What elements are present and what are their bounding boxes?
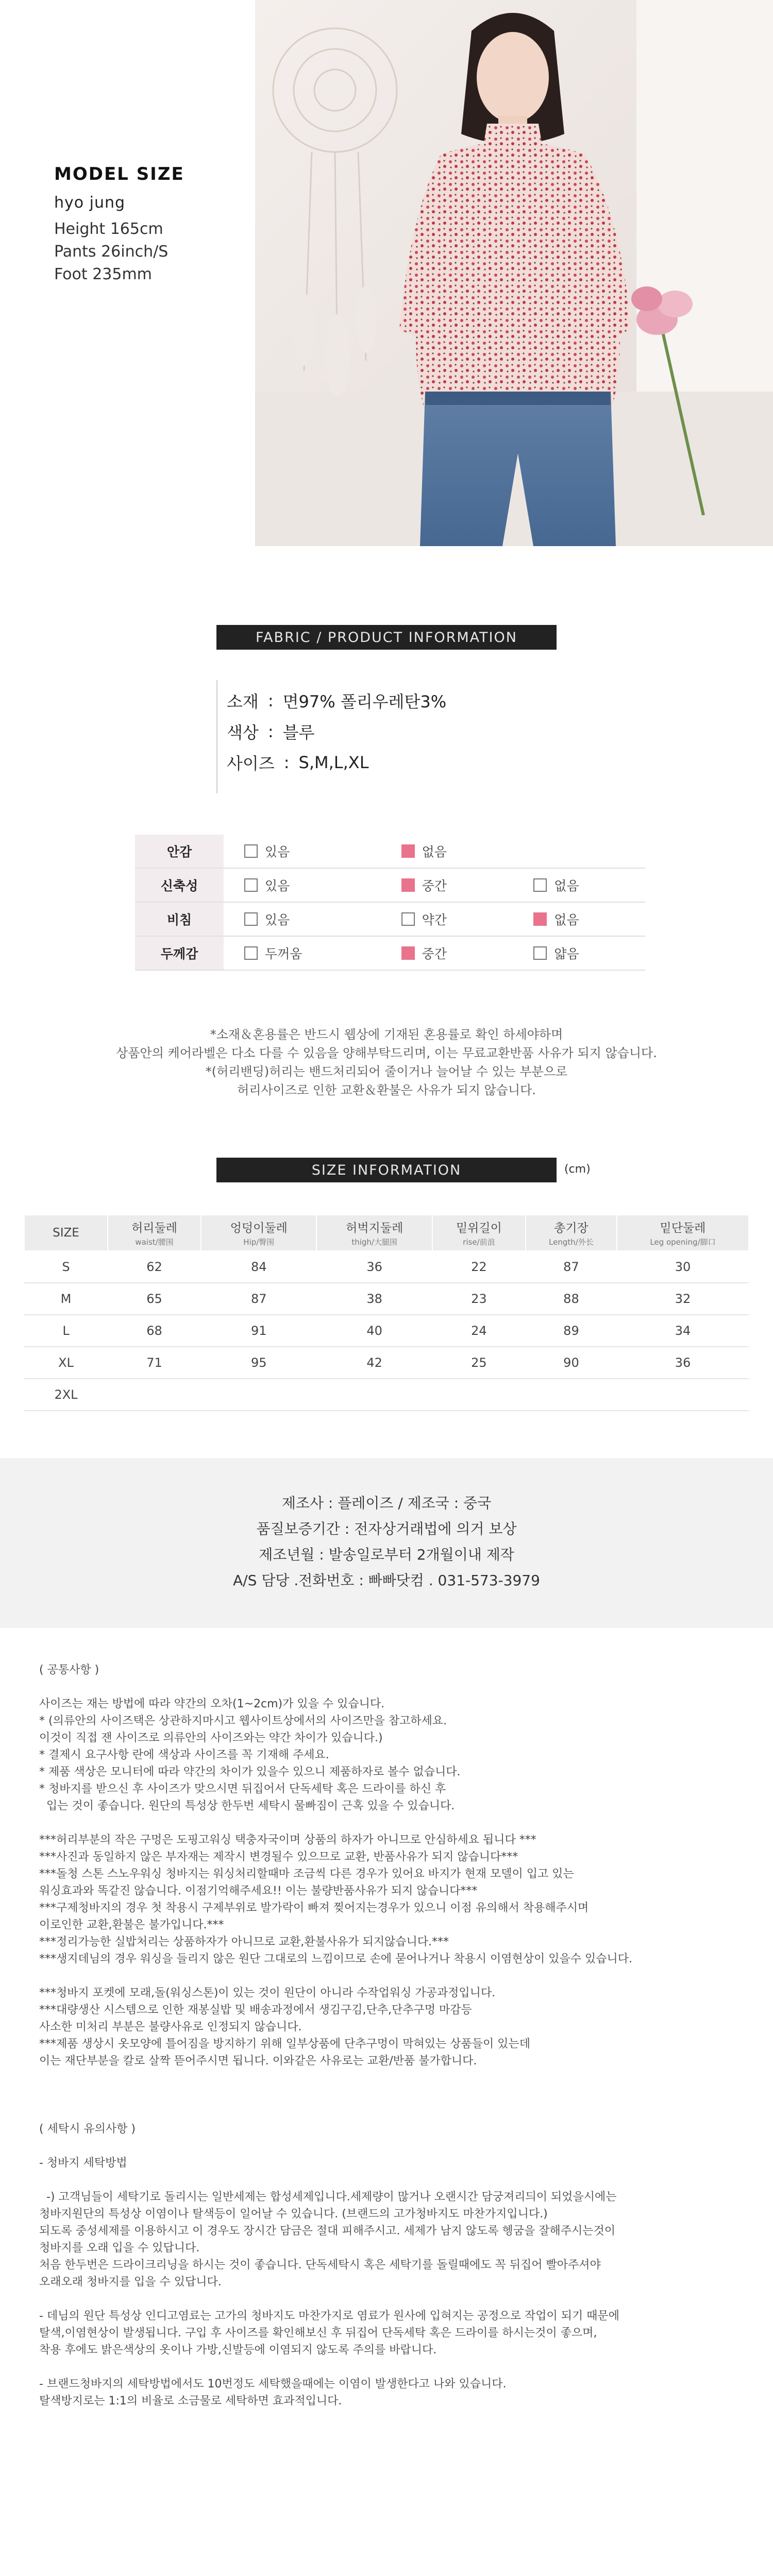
note-line xyxy=(39,2070,750,2087)
size-value-cell: 91 xyxy=(201,1315,316,1347)
maker-line: 제조년월 : 발송일로부터 2개월이내 제작 xyxy=(259,1546,514,1563)
note-line: * 결제시 요구사항 란에 색상과 사이즈를 꼭 기재해 주세요. xyxy=(39,1749,329,1761)
size-value-cell: 36 xyxy=(617,1347,749,1379)
fabric-row-material xyxy=(227,685,587,716)
property-cell xyxy=(513,936,645,970)
size-value-cell: 25 xyxy=(432,1347,526,1379)
property-option-label: 있음 xyxy=(265,844,290,859)
size-row xyxy=(24,1283,749,1315)
property-label: 신축성 xyxy=(135,868,224,902)
fabric-colon: : xyxy=(283,753,290,772)
note-line: ***허리부분의 작은 구멍은 도핑고워싱 택충자국이며 상품의 하자가 아니므로 안심하세요 됩니다 *** xyxy=(39,1834,536,1846)
property-cell xyxy=(381,902,513,936)
size-table xyxy=(24,1214,749,1411)
model-name: hyo jung xyxy=(54,194,126,212)
checked-box-icon xyxy=(533,912,547,926)
maker-line: 품질보증기간 : 전자상거래법에 의거 보상 xyxy=(256,1520,517,1537)
property-cell xyxy=(513,835,645,868)
fabric-value: 면97% 폴리우레탄3% xyxy=(282,692,447,711)
size-value-cell: 89 xyxy=(526,1315,617,1347)
unchecked-box-icon xyxy=(244,844,258,858)
size-column-header xyxy=(617,1215,749,1251)
note-line: - 브랜드청바지의 세탁방법에서도 10번정도 세탁했을때에는 이염이 발생한다고 나와 있습니다. xyxy=(39,2378,507,2391)
property-cell xyxy=(224,936,381,970)
property-option-label: 있음 xyxy=(265,912,290,927)
size-column-header xyxy=(108,1215,201,1251)
note-line: 청바지를 오래 입을 수 있답니다. xyxy=(39,2242,200,2255)
maker-line: 제조사 : 플레이즈 / 제조국 : 중국 xyxy=(281,1495,492,1512)
property-option xyxy=(401,842,447,860)
size-value-cell: 87 xyxy=(526,1251,617,1283)
note-line: 오래오래 청바지를 입을 수 있답니다. xyxy=(39,2276,222,2289)
size-value-cell: 95 xyxy=(201,1347,316,1379)
size-column-title: 총기장 xyxy=(554,1222,589,1235)
size-column-title: 허리둘레 xyxy=(131,1222,177,1235)
note-line: ***정리가능한 실밥처리는 상품하자가 아니므로 교환,환불사유가 되지않습니다.*** xyxy=(39,1936,449,1948)
note-line xyxy=(39,2291,750,2308)
property-option-label: 없음 xyxy=(422,844,447,859)
size-value-cell xyxy=(108,1379,201,1411)
size-info-header: SIZE INFORMATION xyxy=(216,1158,557,1182)
size-value-cell xyxy=(432,1379,526,1411)
unchecked-box-icon xyxy=(533,878,547,892)
size-column-title: SIZE xyxy=(53,1226,79,1240)
size-value-cell: 36 xyxy=(316,1251,432,1283)
size-table-header xyxy=(24,1215,749,1251)
property-row xyxy=(135,902,645,936)
note-line xyxy=(39,2172,750,2189)
property-option xyxy=(244,876,290,894)
note-line: - 청바지 세탁방법 xyxy=(39,2157,127,2170)
model-foot: Foot 235mm xyxy=(54,265,152,283)
model-height: Height 165cm xyxy=(54,220,163,238)
size-row xyxy=(24,1379,749,1411)
size-value-cell: 23 xyxy=(432,1283,526,1315)
size-value-cell: 22 xyxy=(432,1251,526,1283)
size-value-cell: 87 xyxy=(201,1283,316,1315)
size-value-cell: 84 xyxy=(201,1251,316,1283)
note-line: 착용 후에도 밝은색상의 옷이나 가방,신발등에 이염되지 않도록 주의를 바랍니다. xyxy=(39,2344,437,2357)
property-option xyxy=(533,876,579,894)
note-line xyxy=(39,1815,750,1832)
size-value-cell: 34 xyxy=(617,1315,749,1347)
size-label-cell: 2XL xyxy=(24,1379,108,1411)
property-option-label: 약간 xyxy=(422,912,447,927)
size-column-title: 밑단둘레 xyxy=(660,1222,706,1235)
note-line: 탈색방지로는 1:1의 비율로 소금물로 세탁하면 효과적입니다. xyxy=(39,2395,342,2408)
model-size-title: MODEL SIZE xyxy=(54,164,184,184)
property-cell xyxy=(381,868,513,902)
size-column-subtitle: thigh/大腿围 xyxy=(351,1238,397,1247)
size-value-cell xyxy=(526,1379,617,1411)
property-row xyxy=(135,868,645,902)
fabric-colon: : xyxy=(267,691,274,710)
property-option xyxy=(244,910,290,928)
note-line: 청바지원단의 특성상 이염이나 탈색등이 일어날 수 있습니다. (브랜드의 고가청바지도 마찬가지입니다.) xyxy=(39,2208,548,2221)
note-line xyxy=(39,2138,750,2155)
note-line: ( 세탁시 유의사항 ) xyxy=(39,2123,136,2136)
note-line: * 청바지를 받으신 후 사이즈가 맞으시면 뒤집어서 단독세탁 혹은 드라이를 하신 후 xyxy=(39,1783,446,1795)
note-line: 이로인한 교환,환불은 불가입니다.*** xyxy=(39,1919,224,1931)
property-label: 안감 xyxy=(135,835,224,868)
note-line xyxy=(39,1968,750,1985)
note-line: 입는 것이 좋습니다. 원단의 특성상 한두번 세탁시 물빠짐이 근혹 있을 수 있습니다. xyxy=(39,1800,455,1812)
property-row xyxy=(135,936,645,970)
fabric-value: S,M,L,XL xyxy=(298,753,369,772)
fabric-colon: : xyxy=(267,722,274,741)
property-cell xyxy=(513,868,645,902)
property-label: 비침 xyxy=(135,902,224,936)
fabric-key: 사이즈 xyxy=(227,754,275,773)
size-column-title: 밑위길이 xyxy=(456,1222,502,1235)
note-line: ***구제청바지의 경우 첫 착용시 구제부위로 발가락이 빠져 찢어지는경우가 있으니 이점 유의해서 착용해주시며 xyxy=(39,1902,589,1914)
checked-box-icon xyxy=(401,844,415,858)
size-column-header xyxy=(201,1215,316,1251)
note-line: 되도록 중성세제를 이용하시고 이 경우도 장시간 담금은 절대 피해주시고. 세제가 남지 않도록 헹굼을 잘해주시는것이 xyxy=(39,2225,616,2238)
property-row xyxy=(135,835,645,868)
size-column-header xyxy=(526,1215,617,1251)
notice-line: 상품안의 케어라벨은 다소 다를 수 있음을 양해부탁드리며, 이는 무료교환반품 사유가 되지 않습니다. xyxy=(116,1046,657,1060)
unchecked-box-icon xyxy=(244,878,258,892)
model-size-block xyxy=(54,164,219,286)
property-option-label: 얇음 xyxy=(554,946,579,961)
note-line: ***제품 생상시 옷모양에 틀어짐을 방지하기 위해 일부상품에 단추구멍이 막혀있는 상품들이 있는데 xyxy=(39,2038,531,2050)
fabric-key: 색상 xyxy=(227,723,259,742)
note-line xyxy=(39,2359,750,2376)
note-line xyxy=(39,2087,750,2104)
size-value-cell: 65 xyxy=(108,1283,201,1315)
note-line: ( 공통사항 ) xyxy=(39,1664,99,1676)
model-pants: Pants 26inch/S xyxy=(54,243,169,261)
size-value-cell xyxy=(201,1379,316,1411)
size-unit-label: (cm) xyxy=(564,1163,591,1176)
property-cell xyxy=(381,835,513,868)
size-value-cell xyxy=(617,1379,749,1411)
model-photo xyxy=(255,0,773,546)
size-label-cell: M xyxy=(24,1283,108,1315)
note-line: ***사진과 동일하지 않은 부자재는 제작시 변경될수 있으므로 교환, 반품사유가 되지 않습니다*** xyxy=(39,1851,518,1863)
care-notes xyxy=(39,1662,750,2410)
size-column-subtitle: Hip/臀围 xyxy=(243,1238,275,1247)
size-column-subtitle: waist/腰围 xyxy=(135,1238,174,1247)
size-value-cell: 88 xyxy=(526,1283,617,1315)
note-line: * 제품 색상은 모니터에 따라 약간의 차이가 있을수 있으니 제품하자로 볼수 없습니다. xyxy=(39,1766,461,1778)
property-cell xyxy=(381,936,513,970)
property-option-label: 중간 xyxy=(422,878,447,893)
size-value-cell: 40 xyxy=(316,1315,432,1347)
size-column-subtitle: rise/前浪 xyxy=(463,1238,495,1247)
note-line: 사이즈는 재는 방법에 따라 약간의 오차(1~2cm)가 있을 수 있습니다. xyxy=(39,1698,385,1710)
note-line: - 데님의 원단 특성상 인디고염료는 고가의 청바지도 마찬가지로 염료가 원사에 입혀지는 공정으로 작업이 되기 때문에 xyxy=(39,2310,619,2323)
size-column-header xyxy=(24,1215,108,1251)
size-value-cell: 38 xyxy=(316,1283,432,1315)
note-line: 워싱효과와 똑같진 않습니다. 이점기억해주세요!! 이는 불량반품사유가 되지 않습니다*** xyxy=(39,1885,478,1897)
unchecked-box-icon xyxy=(244,912,258,926)
property-cell xyxy=(513,902,645,936)
fabric-row-size xyxy=(227,747,587,778)
property-option-label: 없음 xyxy=(554,878,579,893)
size-row xyxy=(24,1315,749,1347)
size-value-cell: 71 xyxy=(108,1347,201,1379)
property-option xyxy=(401,876,447,894)
property-cell xyxy=(224,868,381,902)
note-line: * (의류안의 사이즈택은 상관하지마시고 웹사이트상에서의 사이즈만을 참고하세요. xyxy=(39,1715,447,1727)
property-option-label: 있음 xyxy=(265,878,290,893)
property-option xyxy=(533,944,579,962)
fabric-row-color xyxy=(227,716,587,747)
size-column-header xyxy=(316,1215,432,1251)
note-line: 이것이 직접 잰 사이즈로 의류안의 사이즈와는 약간 차이가 있습니다.) xyxy=(39,1732,383,1744)
unchecked-box-icon xyxy=(533,946,547,960)
size-label-cell: S xyxy=(24,1251,108,1283)
size-row xyxy=(24,1347,749,1379)
fabric-divider xyxy=(216,680,217,793)
note-line: 탈색,이염현상이 발생됩니다. 구입 후 사이즈를 확인해보신 후 뒤집어 단독세탁 혹은 드라이를 하시는것이 좋으며, xyxy=(39,2327,597,2340)
size-value-cell: 62 xyxy=(108,1251,201,1283)
size-value-cell: 30 xyxy=(617,1251,749,1283)
property-label: 두께감 xyxy=(135,936,224,970)
size-value-cell: 68 xyxy=(108,1315,201,1347)
unchecked-box-icon xyxy=(401,912,415,926)
property-cell xyxy=(224,902,381,936)
size-value-cell: 42 xyxy=(316,1347,432,1379)
note-line xyxy=(39,1679,750,1696)
property-option-label: 두꺼움 xyxy=(265,946,303,961)
maker-info-panel xyxy=(0,1458,773,1628)
property-option xyxy=(401,910,447,928)
property-cell xyxy=(224,835,381,868)
size-column-subtitle: Leg opening/脚口 xyxy=(650,1238,716,1247)
checked-box-icon xyxy=(401,946,415,960)
size-value-cell: 32 xyxy=(617,1283,749,1315)
model-photo-illustration xyxy=(255,0,773,546)
size-row xyxy=(24,1251,749,1283)
maker-line: A/S 담당 .전화번호 : 빠빠닷컴 . 031-573-3979 xyxy=(233,1572,540,1589)
notice-line: 허리사이즈로 인한 교환＆환불은 사유가 되지 않습니다. xyxy=(237,1083,536,1097)
note-line: 이는 재단부분을 칼로 살짝 뜯어주시면 됩니다. 이와같은 사유로는 교환/반품 불가합니다. xyxy=(39,2055,477,2067)
note-line: ***대량생산 시스템으로 인한 재봉실밥 및 배송과정에서 생김구김,단추,단추구멍 마감등 xyxy=(39,2004,472,2016)
size-column-title: 허벅지둘레 xyxy=(346,1222,404,1235)
property-option xyxy=(533,910,579,928)
note-line xyxy=(39,2104,750,2121)
size-label-cell: XL xyxy=(24,1347,108,1379)
property-option-label: 없음 xyxy=(554,912,579,927)
property-option-label: 중간 xyxy=(422,946,447,961)
fabric-key: 소재 xyxy=(227,692,259,711)
property-option xyxy=(244,842,290,860)
size-label-cell: L xyxy=(24,1315,108,1347)
checked-box-icon xyxy=(401,878,415,892)
property-option xyxy=(401,944,447,962)
fabric-info-list xyxy=(227,685,587,778)
size-value-cell: 24 xyxy=(432,1315,526,1347)
note-line: 처음 한두번은 드라이크리닝을 하시는 것이 좋습니다. 단독세탁시 혹은 세탁기를 돌릴때에도 꼭 뒤집어 빨아주셔야 xyxy=(39,2259,601,2272)
size-value-cell xyxy=(316,1379,432,1411)
notice-line: *(허리밴딩)허리는 밴드처리되어 줄이거나 늘어날 수 있는 부분으로 xyxy=(205,1064,568,1079)
unchecked-box-icon xyxy=(244,946,258,960)
size-column-title: 엉덩이둘레 xyxy=(230,1222,288,1235)
fabric-info-header: FABRIC / PRODUCT INFORMATION xyxy=(216,625,557,650)
note-line: -) 고객님들이 세탁기로 돌리시는 일반세제는 합성세제입니다.세제량이 많거나 오랜시간 담궁져리듸이 되었을시에는 xyxy=(39,2191,617,2204)
size-column-subtitle: Length/外长 xyxy=(549,1238,594,1247)
note-line: 사소한 미처리 부분은 불량사유로 인정되지 않습니다. xyxy=(39,2021,302,2033)
note-line: ***돌청 스톤 스노우워싱 청바지는 워싱처리할때마 조금씩 다른 경우가 있어요 바지가 현재 모델이 입고 있는 xyxy=(39,1868,574,1880)
size-column-header xyxy=(432,1215,526,1251)
notice-line: *소재＆혼용률은 반드시 웹상에 기재된 혼용률로 확인 하세야하며 xyxy=(210,1027,563,1042)
fabric-notice xyxy=(77,1025,696,1099)
size-value-cell: 90 xyxy=(526,1347,617,1379)
fabric-value: 블루 xyxy=(282,723,315,742)
fabric-property-table xyxy=(135,835,645,971)
property-option xyxy=(244,944,302,962)
note-line: ***생지데님의 경우 워싱을 들리지 않은 원단 그대로의 느낌이므로 손에 묻어나거나 착용시 이염현상이 있을수 있습니다. xyxy=(39,1953,633,1965)
note-line: ***청바지 포켓에 모래,돌(워싱스톤)이 있는 것이 원단이 아니라 수작업워싱 가공과정입니다. xyxy=(39,1987,496,1999)
